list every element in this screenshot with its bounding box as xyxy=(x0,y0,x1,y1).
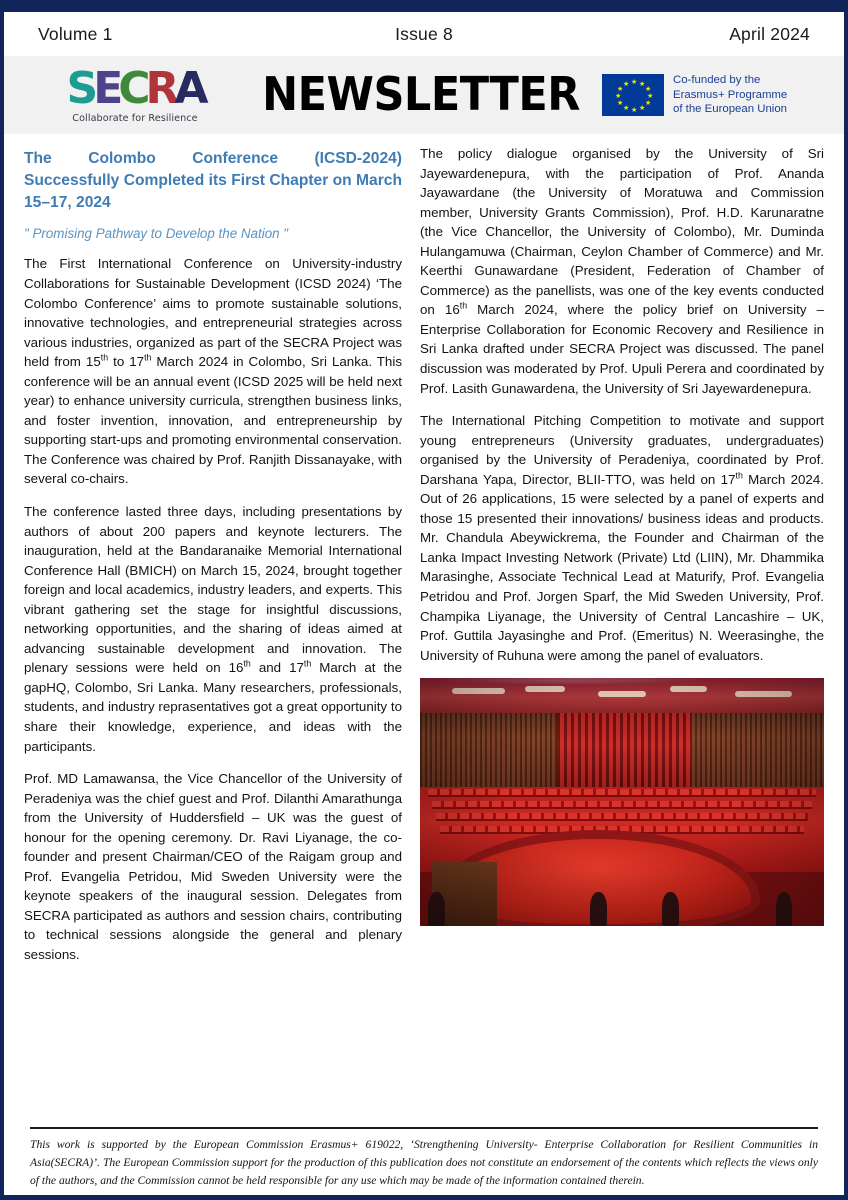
logo-letter-r: R xyxy=(145,62,175,114)
eu-text-line-2: Erasmus+ Programme xyxy=(673,88,788,101)
issue-strip xyxy=(4,12,844,56)
page-title: NEWSLETTER xyxy=(262,68,580,122)
paragraph: The policy dialogue organised by the University of Sri Jayewardenepura, with the participation of Prof. Ananda Jayawardane (the University of Moratuwa and Commission member, University Grants Commission), Prof. H.D. Karunaratne (the Vice Chancellor, the University of Colombo), Mr. Duminda Hulangamuwa (Chairman, Ceylon Chamber of Commerce) and Mr. Keerthi Gunawardane (President, Federation of Chamber of Commerce) as the panellists, was one of the key events conducted on 16th March 2024, where the policy brief on University – Enterprise Collaboration for Economic Recovery and Resilience in Sri Lanka drafted under SECRA Project was discussed. The panel discussion was moderated by Prof. Upuli Perera and coordinated by Prof. Lasith Gunawardena, the University of Sri Jayewardenepura. xyxy=(420,146,824,396)
logo-letter-c: C xyxy=(118,62,146,114)
logo-letter-a: A xyxy=(174,62,204,114)
eu-text-line-1: Co-funded by the xyxy=(673,74,761,87)
eu-cofunded-logo xyxy=(602,73,818,117)
secra-logo-letters xyxy=(66,62,204,114)
footer xyxy=(8,1127,840,1200)
paragraph: The conference lasted three days, including presentations by authors of about 200 papers and keynote lecturers. The inauguration, held at the Bandaranaike Memorial International Conference Hall (BMICH) on March 15, 2024, brought together foreign and local academics, industry leaders, and experts. This vibrant gathering set the stage for insightful discussions, networking opportunities, and the sharing of ideas aimed at advancing sustainable development and innovation. The plenary sessions were held on 16th and 17th March at the gapHQ, Colombo, Sri Lanka. Many researchers, professionals, students, and industry reprasentatives got a great opportunity to share their knowledge, experience, and ideas with the participants. xyxy=(24,503,402,754)
issue-label: Issue 8 xyxy=(395,23,453,44)
article-headline: The Colombo Conference (ICSD-2024) Successfully Completed its First Chapter on March 15–17, 2024 xyxy=(24,150,402,212)
article-body xyxy=(4,134,844,965)
photo-vignette xyxy=(420,678,824,926)
footer-divider xyxy=(30,1127,818,1129)
right-column xyxy=(420,144,824,965)
logo-letter-e: E xyxy=(93,62,119,114)
secra-logo xyxy=(30,62,240,124)
eu-flag-icon: ★ ★ ★ ★ ★ ★ ★ ★ ★ ★ ★ ★ xyxy=(602,74,664,116)
paragraph: The First International Conference on University-industry Collaborations for Sustainable Development (ICSD 2024) ‘The Colombo Conference’ aims to promote sustainable solutions, innovative technologies, and entrepreneurial strategies across various industries, organized as part of the SECRA Project was held from 15th to 17th March 2024 in Colombo, Sri Lanka. This conference will be an annual event (ICSD 2025 will be held next year) to enhance university curricula, strengthen business links, and foster invention, innovation, and entrepreneurship by supporting start-ups and promoting environmental conservation. The Conference was chaired by Prof. Ranjith Dissanayake, with several co-chairs. xyxy=(24,256,402,487)
date-label: April 2024 xyxy=(729,23,810,44)
paragraph: Prof. MD Lamawansa, the Vice Chancellor of the University of Peradeniya was the chief guest and Prof. Dilanthi Amarathunga from the University of Huddersfield – UK was the guest of honour for the opening ceremony. Dr. Ravi Liyanage, the co-founder and present Chairman/CEO of the Raigam group and Prof. Evangelia Petridou, Mid Sweden University were the keynote speakers of the inaugural session. Delegates from SECRA participated as authors and session chairs, contributing to technical sessions alongside the general and plenary sessions. xyxy=(24,771,402,963)
paragraph: The International Pitching Competition to motivate and support young entrepreneurs (University graduates, undergraduates) organised by the University of Peradeniya, coordinated by Prof. Darshana Yapa, Director, BLII-TTO, was held on 17th March 2024. Out of 26 applications, 15 were selected by a panel of experts and those 15 presented their innovations/ business ideas and products. Mr. Chandula Abeywickrema, the Founder and Chairman of the Lanka Impact Investing Network (Private) Ltd (LIIN), Mr. Dhammika Marasinghe, Associate Technical Lead at Maturify, Prof. Evangelia Petridou and Prof. Jorgen Sparf, the Mid Sweden University, Prof. Champika Liyanage, the University of Central Lancashire – UK, Prof. Guttila Jayasinghe and Prof. (Emeritus) N. Weerasinghe, the University of Ruhuna were among the panel of evaluators. xyxy=(420,413,824,663)
left-column xyxy=(24,144,402,965)
bottom-navy-bar xyxy=(4,1195,844,1200)
volume-label: Volume 1 xyxy=(38,23,113,44)
secra-logo-tagline: Collaborate for Resilience xyxy=(72,112,198,124)
footer-disclaimer: This work is supported by the European Commission Erasmus+ 619022, ‘Strengthening University- Enterprise Collaboration for Resilient Communities in Asia(SECRA)’. The European Commission support for the production of this publication does not constitute an endorsement of the contents which reflects the views only of the authors, and the Commission cannot be held responsible for any use which may be made of the information contained therein. xyxy=(30,1138,818,1188)
logo-letter-s: S xyxy=(66,62,94,114)
eu-text-line-3: of the European Union xyxy=(673,103,787,116)
top-navy-bar xyxy=(4,0,844,12)
article-subhead: " Promising Pathway to Develop the Nation " xyxy=(24,226,289,242)
conference-hall-photo xyxy=(420,678,824,926)
eu-cofunded-text xyxy=(673,73,787,117)
masthead xyxy=(4,56,844,134)
